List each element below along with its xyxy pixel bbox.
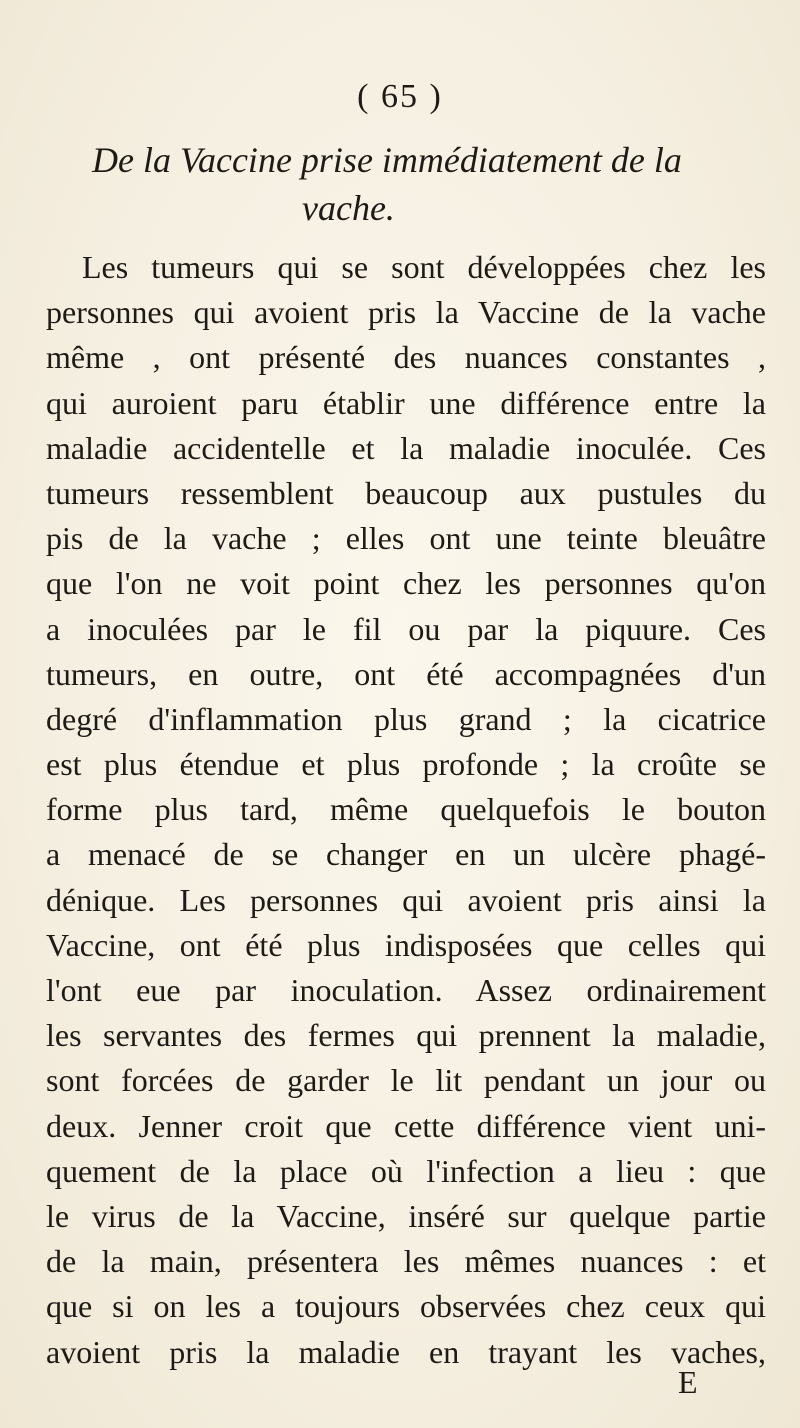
signature-mark: E — [678, 1364, 698, 1400]
text-line: Vaccine, ont été plus indisposées que celles qui — [46, 926, 766, 963]
text-line: de la main, présentera les mêmes nuances : et — [46, 1243, 766, 1280]
text-line: a menacé de se changer en un ulcère phagé- — [46, 836, 766, 873]
text-line: sont forcées de garder le lit pendant un jour ou — [46, 1062, 766, 1099]
text-line: quement de la place où l'infection a lieu : que — [46, 1152, 766, 1189]
text-line: les servantes des fermes qui prennent la maladie, — [46, 1017, 766, 1054]
text-line: même , ont présenté des nuances constantes , — [46, 339, 766, 376]
text-line: personnes qui avoient pris la Vaccine de la vache — [46, 294, 766, 331]
text-line: forme plus tard, même quelquefois le bouton — [46, 791, 766, 828]
text-line: dénique. Les personnes qui avoient pris ainsi la — [46, 881, 766, 918]
text-line: qui auroient paru établir une différence entre la — [46, 384, 766, 421]
text-line: l'ont eue par inoculation. Assez ordinairement — [46, 972, 766, 1008]
text-line: tumeurs, en outre, ont été accompagnées d'un — [46, 655, 766, 692]
text-line: que l'on ne voit point chez les personnes qu'on — [46, 565, 766, 602]
page-number: ( 65 ) — [357, 78, 443, 115]
body-paragraph — [46, 245, 766, 1375]
text-line: tumeurs ressemblent beaucoup aux pustules du — [46, 474, 766, 511]
text-line: Les tumeurs qui se sont développées chez les — [82, 249, 766, 285]
section-title-line-1: De la Vaccine prise immédiatement de la — [92, 140, 682, 180]
text-line: degré d'inflammation plus grand ; la cicatrice — [46, 700, 766, 737]
section-title-line-2: vache. — [302, 188, 395, 228]
text-line: pis de la vache ; elles ont une teinte bleuâtre — [46, 520, 766, 557]
text-line: a inoculées par le fil ou par la piquure. Ces — [46, 610, 766, 647]
text-line: maladie accidentelle et la maladie inoculée. Ces — [46, 429, 766, 466]
text-line: avoient pris la maladie en trayant les vaches, — [46, 1333, 766, 1370]
text-line: est plus étendue et plus profonde ; la croûte se — [46, 746, 766, 783]
text-line: que si on les a toujours observées chez ceux qui — [46, 1288, 766, 1325]
text-line: le virus de la Vaccine, inséré sur quelque partie — [46, 1197, 766, 1234]
text-line: deux. Jenner croit que cette différence vient uni- — [46, 1107, 766, 1144]
section-title — [70, 136, 760, 232]
